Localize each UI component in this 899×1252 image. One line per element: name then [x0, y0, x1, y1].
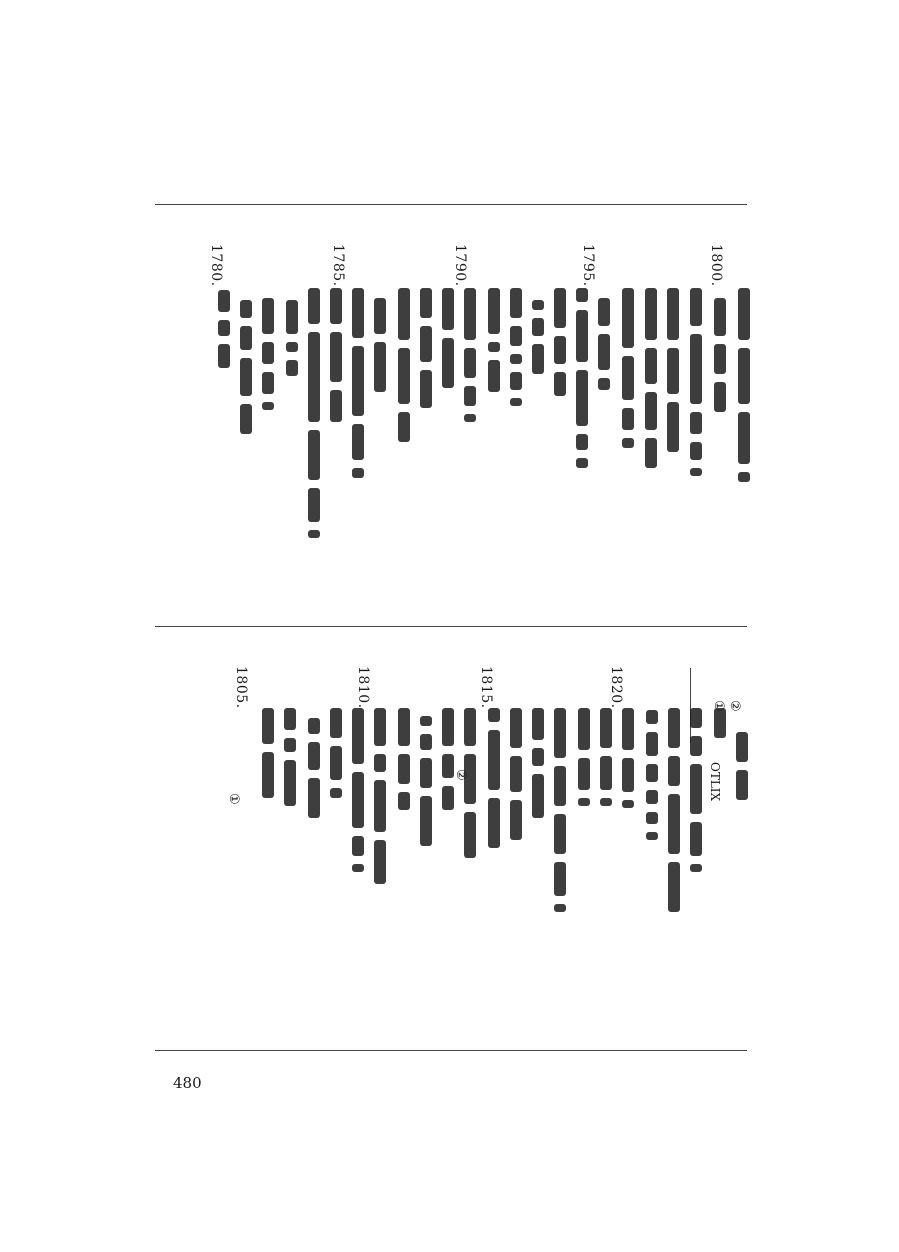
script-column: [530, 0, 548, 1252]
script-column: [576, 0, 594, 1252]
script-word: [308, 718, 320, 734]
script-column: [372, 0, 390, 1252]
script-column: [712, 0, 730, 1252]
script-word: [690, 736, 702, 756]
script-column: [440, 0, 458, 1252]
script-column: [666, 0, 684, 1252]
script-word: [646, 732, 658, 756]
inline-ref-2: ②: [453, 769, 468, 781]
script-column: [418, 0, 436, 1252]
script-column: [486, 0, 504, 1252]
script-word: [646, 790, 658, 804]
script-word: [532, 748, 544, 766]
script-word: [374, 754, 386, 772]
script-column: [598, 0, 616, 1252]
script-word: [488, 708, 500, 722]
script-column: [552, 0, 570, 1252]
script-word: [374, 840, 386, 884]
script-word: [554, 708, 566, 758]
script-word: [668, 794, 680, 854]
script-word: [420, 758, 432, 788]
line-marker-1780: 1780.: [208, 244, 224, 287]
script-word: [352, 772, 364, 828]
script-word: [240, 358, 252, 396]
script-word: [398, 708, 410, 746]
script-word: [420, 796, 432, 846]
script-word: [554, 904, 566, 912]
footnote-marker-1: ①: [711, 700, 726, 712]
script-word: [554, 862, 566, 896]
script-word: [736, 732, 748, 762]
script-word: [308, 742, 320, 770]
script-word: [532, 774, 544, 818]
script-word: [690, 822, 702, 856]
script-column: [620, 0, 638, 1252]
script-column: [508, 0, 526, 1252]
script-word: [420, 716, 432, 726]
script-word: [554, 814, 566, 854]
script-word: [262, 708, 274, 744]
line-marker-1815: 1815.: [478, 666, 494, 709]
script-word: [646, 832, 658, 840]
footnote-marker-2: ②: [727, 700, 742, 712]
script-column: [396, 0, 414, 1252]
script-column: [238, 0, 256, 1252]
script-word: [420, 734, 432, 750]
script-word: [330, 788, 342, 798]
script-word: [622, 800, 634, 808]
script-word: [374, 708, 386, 746]
script-word: [600, 798, 612, 806]
script-word: [668, 862, 680, 912]
script-word: [352, 864, 364, 872]
line-marker-1810: 1810.: [355, 666, 371, 709]
script-column: [216, 0, 234, 1252]
script-word: [668, 708, 680, 748]
script-column: [688, 0, 706, 1252]
script-word: [218, 320, 230, 336]
script-word: [622, 708, 634, 750]
script-word: [622, 758, 634, 792]
script-word: [736, 770, 748, 800]
script-word: [218, 290, 230, 312]
script-word: [330, 708, 342, 738]
script-word: [600, 756, 612, 790]
script-word: [690, 864, 702, 872]
script-word: [464, 812, 476, 858]
script-word: [308, 778, 320, 818]
script-column: [644, 0, 662, 1252]
footnote-latin: OTLIX: [708, 762, 722, 802]
script-word: [262, 752, 274, 798]
script-column: [328, 0, 346, 1252]
script-word: [646, 812, 658, 824]
script-word: [284, 708, 296, 730]
script-column: [734, 0, 752, 1252]
script-column: [282, 0, 300, 1252]
script-word: [690, 708, 702, 728]
script-word: [240, 300, 252, 318]
script-word: [284, 760, 296, 806]
script-word: [352, 836, 364, 856]
script-column: [260, 0, 278, 1252]
script-word: [240, 404, 252, 434]
script-word: [352, 708, 364, 764]
script-word: [646, 710, 658, 724]
script-word: [374, 780, 386, 832]
script-word: [554, 766, 566, 806]
script-column: [350, 0, 368, 1252]
script-word: [510, 708, 522, 748]
script-word: [600, 708, 612, 748]
page-number: 480: [173, 1074, 202, 1092]
script-word: [578, 758, 590, 790]
script-word: [690, 764, 702, 814]
script-word: [330, 746, 342, 780]
script-word: [442, 786, 454, 810]
script-word: [464, 708, 476, 746]
script-column: [306, 0, 324, 1252]
line-marker-1790: 1790.: [452, 244, 468, 287]
script-word: [578, 708, 590, 750]
line-marker-1820: 1820.: [608, 666, 624, 709]
inline-ref-1: ①: [226, 793, 241, 805]
script-word: [398, 754, 410, 784]
script-word: [240, 326, 252, 350]
script-word: [668, 756, 680, 786]
line-marker-1800: 1800.: [708, 244, 724, 287]
script-word: [488, 798, 500, 848]
script-column: [462, 0, 480, 1252]
script-word: [488, 730, 500, 790]
script-word: [646, 764, 658, 782]
script-word: [218, 344, 230, 368]
script-word: [714, 708, 726, 738]
line-marker-1805: 1805.: [233, 666, 249, 709]
script-word: [442, 708, 454, 746]
script-word: [510, 756, 522, 792]
line-marker-1795: 1795.: [580, 244, 596, 287]
script-word: [284, 738, 296, 752]
script-word: [532, 708, 544, 740]
script-word: [510, 800, 522, 840]
script-word: [398, 792, 410, 810]
script-word: [578, 798, 590, 806]
line-marker-1785: 1785.: [330, 244, 346, 287]
